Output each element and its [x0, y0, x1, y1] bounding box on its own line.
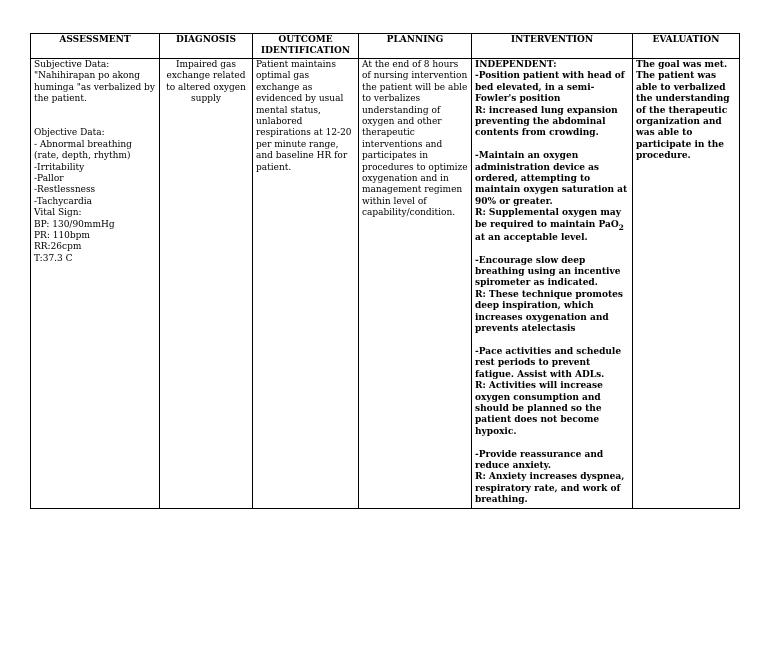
- header-diagnosis: DIAGNOSIS: [160, 34, 253, 59]
- vital-bp: BP: 130/90mmHg: [34, 219, 115, 230]
- vital-rr: RR:26cpm: [34, 242, 82, 253]
- diagnosis-cell: [160, 59, 253, 509]
- intervention-rationale: R: Supplemental oxygen may be required to maintain PaO$_2$ at an acceptable level.: [475, 208, 624, 243]
- evaluation-text: The goal was met. The patient was able to verbalized the understanding of the therapeutic organization and was able to participate in the procedure.: [636, 60, 730, 162]
- objective-item: -Tachycardia: [34, 196, 93, 207]
- subjective-quote: "Nahihirapan po akong huminga "as verbalized by the patient.: [34, 71, 155, 105]
- intervention-rationale: R: Anxiety increases dyspnea, respiratory rate, and work of breathing.: [475, 472, 625, 506]
- intervention-rationale: R: Activities will increase oxygen consumption and should be planned so the patient does not become hypoxic.: [475, 381, 603, 437]
- intervention-action: -Maintain an oxygen administration device as ordered, attempting to maintain oxygen saturation at 90% or greater.: [475, 151, 628, 207]
- planning-text: At the end of 8 hours of nursing intervention the patient will be able to verbalizes understanding of oxygen and other therapeutic interventions and participates in procedures to optimize oxygenation and in management regimen within level of capability/condition.: [362, 60, 468, 219]
- intervention-action: -Provide reassurance and reduce anxiety.: [475, 449, 604, 471]
- header-intervention: INTERVENTION: [472, 34, 633, 59]
- planning-cell: [359, 59, 472, 509]
- diagnosis-text: Impaired gas exchange related to altered oxygen supply: [166, 60, 246, 105]
- header-row: [31, 34, 740, 59]
- outcome-text: Patient maintains optimal gas exchange as evidenced by usual mental status, unlabored respirations at 12-20 per minute range, and baseline HR for patient.: [256, 60, 352, 173]
- vital-temp: T:37.3 C: [34, 253, 73, 264]
- vital-sign-label: Vital Sign:: [34, 208, 82, 219]
- intervention-action: -Position patient with head of bed elevated, in a semi-Fowler's position: [475, 71, 625, 105]
- objective-item: - Abnormal breathing (rate, depth, rhythm): [34, 139, 132, 162]
- header-outcome-identification: OUTCOME IDENTIFICATION: [253, 34, 359, 59]
- subjective-label: Subjective Data:: [34, 60, 110, 70]
- objective-item: -Irritability: [34, 162, 85, 173]
- intervention-action: -Encourage slow deep breathing using an incentive spirometer as indicated.: [475, 255, 621, 289]
- intervention-rationale: R: increased lung expansion preventing the abdominal contents from crowding.: [475, 105, 618, 139]
- objective-item: -Pallor: [34, 174, 64, 185]
- assessment-cell: [31, 59, 160, 509]
- header-evaluation: EVALUATION: [633, 34, 740, 59]
- objective-label: Objective Data:: [34, 128, 105, 139]
- intervention-heading: INDEPENDENT:: [475, 60, 557, 70]
- vital-pr: PR: 110bpm: [34, 231, 90, 242]
- header-planning: PLANNING: [359, 34, 472, 59]
- nursing-care-plan-table: [30, 33, 740, 509]
- evaluation-cell: [633, 59, 740, 509]
- intervention-action: -Pace activities and schedule rest periods to prevent fatigue. Assist with ADLs.: [475, 346, 622, 380]
- header-assessment: ASSESSMENT: [31, 34, 160, 59]
- content-row: [31, 59, 740, 509]
- intervention-rationale: R: These technique promotes deep inspiration, which increases oxygenation and prevents atelectasis: [475, 289, 623, 335]
- intervention-cell: [472, 59, 633, 509]
- outcome-cell: [253, 59, 359, 509]
- objective-item: -Restlessness: [34, 185, 96, 196]
